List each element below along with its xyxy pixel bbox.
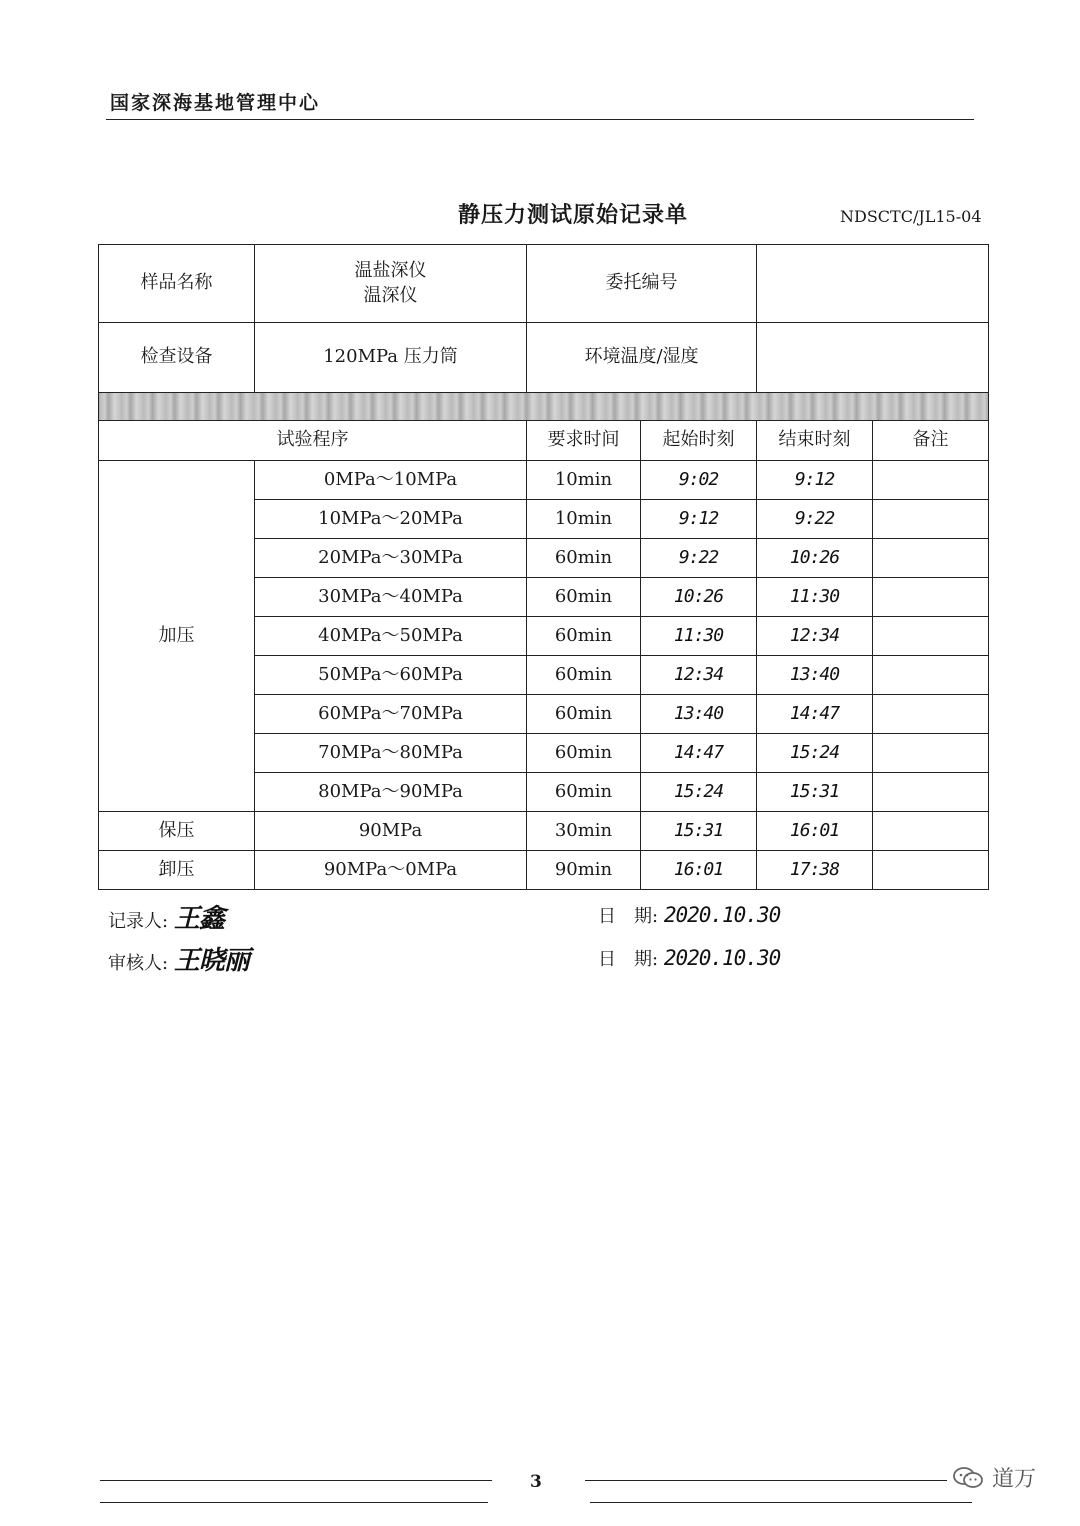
equipment-label: 检查设备 bbox=[99, 323, 255, 393]
document-code: NDSCTC/JL15-04 bbox=[840, 207, 982, 226]
date-line-2 bbox=[598, 945, 780, 971]
required-time: 10min bbox=[527, 461, 641, 500]
remarks bbox=[873, 695, 989, 734]
required-time: 60min bbox=[527, 734, 641, 773]
footer-rule-left-bottom bbox=[100, 1502, 488, 1503]
remarks bbox=[873, 656, 989, 695]
start-time: 9:12 bbox=[641, 500, 757, 539]
remarks bbox=[873, 773, 989, 812]
start-time: 16:01 bbox=[641, 851, 757, 890]
reviewer-line bbox=[108, 940, 249, 977]
end-time: 14:47 bbox=[757, 695, 873, 734]
pressure-range: 60MPa～70MPa bbox=[255, 695, 527, 734]
required-time: 60min bbox=[527, 773, 641, 812]
start-time: 9:22 bbox=[641, 539, 757, 578]
scan-artifact-bar bbox=[99, 393, 989, 421]
pressure-range: 20MPa～30MPa bbox=[255, 539, 527, 578]
required-time: 60min bbox=[527, 578, 641, 617]
date-line-1 bbox=[598, 902, 780, 928]
pressure-range: 30MPa～40MPa bbox=[255, 578, 527, 617]
end-time: 11:30 bbox=[757, 578, 873, 617]
remarks bbox=[873, 734, 989, 773]
start-time: 15:31 bbox=[641, 812, 757, 851]
date-value-2: 2020.10.30 bbox=[663, 946, 781, 970]
record-form bbox=[98, 244, 989, 890]
required-time: 90min bbox=[527, 851, 641, 890]
equipment-value: 120MPa 压力筒 bbox=[255, 323, 527, 393]
document-title: 静压力测试原始记录单 bbox=[458, 203, 689, 228]
required-time: 60min bbox=[527, 617, 641, 656]
start-time: 10:26 bbox=[641, 578, 757, 617]
pressure-range: 10MPa～20MPa bbox=[255, 500, 527, 539]
footer-rule-right-top bbox=[585, 1480, 947, 1481]
remarks bbox=[873, 617, 989, 656]
sample-value bbox=[255, 245, 527, 323]
start-time: 12:34 bbox=[641, 656, 757, 695]
table-row bbox=[99, 812, 989, 851]
sample-row bbox=[99, 245, 989, 323]
group-release: 卸压 bbox=[99, 851, 255, 890]
remarks bbox=[873, 461, 989, 500]
start-time: 13:40 bbox=[641, 695, 757, 734]
header-remarks: 备注 bbox=[873, 421, 989, 461]
start-time: 9:02 bbox=[641, 461, 757, 500]
header-procedure: 试验程序 bbox=[99, 421, 527, 461]
end-time: 10:26 bbox=[757, 539, 873, 578]
page-number: 3 bbox=[530, 1472, 542, 1492]
equipment-row bbox=[99, 323, 989, 393]
end-time: 16:01 bbox=[757, 812, 873, 851]
pressure-range: 50MPa～60MPa bbox=[255, 656, 527, 695]
pressure-range: 40MPa～50MPa bbox=[255, 617, 527, 656]
recorder-line bbox=[108, 898, 224, 935]
header-rule bbox=[106, 119, 974, 120]
env-label: 环境温度/湿度 bbox=[527, 323, 757, 393]
reviewer-signature: 王晓丽 bbox=[173, 946, 249, 976]
group-hold: 保压 bbox=[99, 812, 255, 851]
required-time: 10min bbox=[527, 500, 641, 539]
end-time: 13:40 bbox=[757, 656, 873, 695]
entrust-label: 委托编号 bbox=[527, 245, 757, 323]
pressure-range: 70MPa～80MPa bbox=[255, 734, 527, 773]
remarks bbox=[873, 812, 989, 851]
watermark-text: 道万 bbox=[992, 1467, 1037, 1492]
group-pressurize: 加压 bbox=[99, 461, 255, 812]
pressure-range: 90MPa～0MPa bbox=[255, 851, 527, 890]
required-time: 30min bbox=[527, 812, 641, 851]
start-time: 11:30 bbox=[641, 617, 757, 656]
end-time: 17:38 bbox=[757, 851, 873, 890]
table-row bbox=[99, 461, 989, 500]
start-time: 14:47 bbox=[641, 734, 757, 773]
start-time: 15:24 bbox=[641, 773, 757, 812]
pressure-range: 80MPa～90MPa bbox=[255, 773, 527, 812]
table-header-row bbox=[99, 421, 989, 461]
required-time: 60min bbox=[527, 539, 641, 578]
remarks bbox=[873, 500, 989, 539]
header-required-time: 要求时间 bbox=[527, 421, 641, 461]
header-start-time: 起始时刻 bbox=[641, 421, 757, 461]
date-value-1: 2020.10.30 bbox=[663, 903, 781, 927]
end-time: 15:24 bbox=[757, 734, 873, 773]
required-time: 60min bbox=[527, 656, 641, 695]
end-time: 12:34 bbox=[757, 617, 873, 656]
org-name: 国家深海基地管理中心 bbox=[110, 92, 321, 114]
end-time: 15:31 bbox=[757, 773, 873, 812]
sample-value-1: 温盐深仪 bbox=[354, 260, 427, 282]
pressure-range: 0MPa～10MPa bbox=[255, 461, 527, 500]
date-label-2: 日 期: bbox=[598, 949, 659, 970]
entrust-value bbox=[757, 245, 989, 323]
end-time: 9:22 bbox=[757, 500, 873, 539]
sample-value-2: 温深仪 bbox=[363, 284, 418, 306]
footer-rule-right-bottom bbox=[590, 1502, 972, 1503]
sample-label: 样品名称 bbox=[99, 245, 255, 323]
wechat-icon bbox=[952, 1466, 984, 1490]
recorder-label: 记录人: bbox=[108, 911, 169, 932]
header-end-time: 结束时刻 bbox=[757, 421, 873, 461]
date-label-1: 日 期: bbox=[598, 906, 659, 927]
reviewer-label: 审核人: bbox=[108, 953, 169, 974]
recorder-signature: 王鑫 bbox=[173, 904, 224, 934]
required-time: 60min bbox=[527, 695, 641, 734]
table-row bbox=[99, 851, 989, 890]
end-time: 9:12 bbox=[757, 461, 873, 500]
watermark bbox=[952, 1462, 1036, 1493]
pressure-range: 90MPa bbox=[255, 812, 527, 851]
remarks bbox=[873, 539, 989, 578]
footer-rule-left-top bbox=[100, 1480, 492, 1481]
remarks bbox=[873, 851, 989, 890]
env-value bbox=[757, 323, 989, 393]
remarks bbox=[873, 578, 989, 617]
